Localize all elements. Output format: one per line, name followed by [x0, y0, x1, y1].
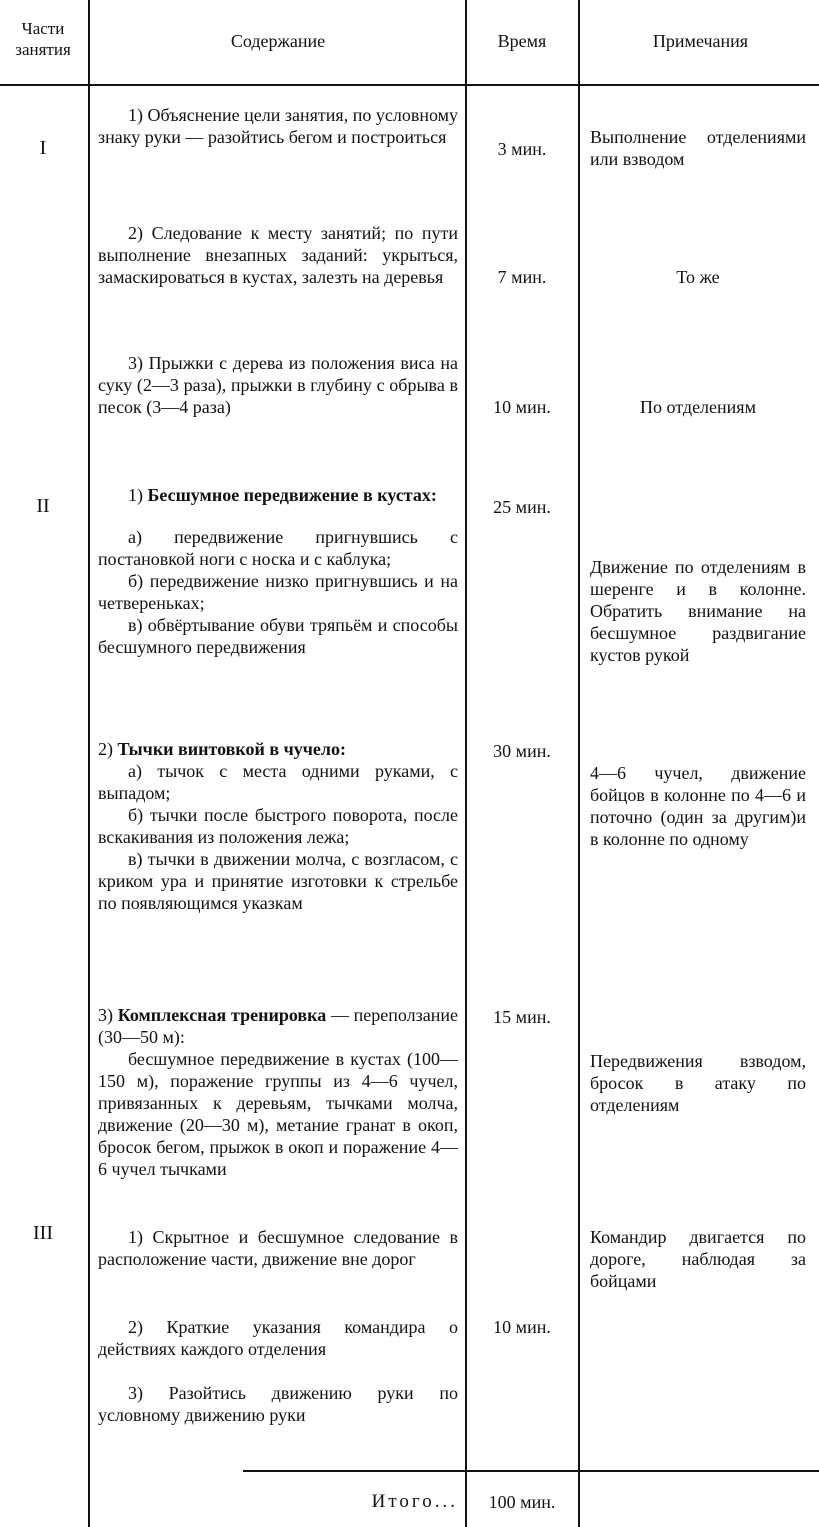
content-r1	[98, 104, 458, 148]
item-rest: — переползание (30—50 м):	[98, 1005, 459, 1047]
sub-item-c: в) тычки в движении молча, с возгласом, с криком ура и принятие изготовки к стрельбе по появляющимся указкам	[98, 849, 458, 913]
time-r1: 3 мин.	[497, 139, 547, 159]
note-text: Выполнение отделениями или взводом	[590, 127, 806, 169]
content-r9	[98, 1382, 458, 1426]
part-number-1: I	[39, 137, 47, 159]
time-r3: 10 мин.	[493, 397, 551, 417]
content-text: 1) Скрытное и бесшумное следование в расположение части, движение вне дорог	[98, 1227, 458, 1269]
sub-item-c: в) обвёртывание обуви тряпьём и способы бесшумного передвижения	[98, 615, 458, 657]
item-title: Бесшумное передвижение в кустах:	[147, 485, 437, 505]
note-text: Движение по отделениям в шеренге и в колонне. Обратить внимание на бесшумное раздвигание кустов рукой	[590, 557, 806, 665]
content-heading	[98, 738, 458, 760]
content-heading	[98, 484, 458, 506]
time-r5: 30 мин.	[493, 741, 551, 761]
time-r4: 25 мин.	[493, 497, 551, 517]
note-r3: По отделениям	[640, 397, 756, 417]
sub-item-b: б) тычки после быстрого поворота, после вскакивания из положения лежа;	[98, 805, 458, 847]
time-r8: 10 мин.	[493, 1317, 551, 1337]
content-text: 2) Краткие указания командира о действиях каждого отделения	[98, 1317, 458, 1359]
content-heading	[98, 1004, 458, 1048]
total-label: Итого...	[371, 1491, 458, 1512]
total-time: 100 мин.	[488, 1492, 556, 1512]
column-divider-2	[465, 0, 467, 1527]
note-text: Командир двигается по дороге, наблюдая за бойцами	[590, 1227, 806, 1291]
header-parts: Части занятия	[15, 19, 71, 59]
content-r5	[98, 738, 458, 914]
sub-item-a: а) тычок с места одними руками, с выпадом;	[98, 761, 458, 803]
part-number-2: II	[36, 495, 50, 517]
item-title: Комплексная тренировка	[117, 1005, 327, 1025]
item-title: Тычки винтовкой в чучело:	[117, 739, 347, 759]
note-text: 4—6 чучел, движение бойцов в колонне по 4—6 и поточно (один за другим)и в колонне по одному	[590, 763, 806, 849]
content-text: 1) Объяснение цели занятия, по условному знаку руки — разойтись бегом и построиться	[98, 105, 458, 147]
content-text: 2) Следование к месту занятий; по пути выполнение внезапных заданий: укрыться, замаскироваться в кустах, залезть на деревья	[98, 223, 458, 287]
item-number: 2)	[98, 739, 113, 759]
item-number: 1)	[128, 485, 143, 505]
time-r2: 7 мин.	[497, 267, 547, 287]
header-rule	[0, 84, 819, 86]
note-r6	[590, 1050, 806, 1116]
sub-item-body: бесшумное передвижение в кустах (100—150 м), поражение группы из 4—6 чучел, привязанных к деревьям, тычками молча, движение (20—30 м), метание гранат в окоп, бросок бегом, прыжок в окоп и поражение 4—6 чучел тычками	[98, 1049, 458, 1179]
note-r2: То же	[676, 267, 720, 287]
content-r6	[98, 1004, 458, 1180]
item-number: 3)	[98, 1005, 113, 1025]
content-r2	[98, 222, 458, 288]
note-r7	[590, 1226, 806, 1292]
content-text: 3) Разойтись движению руки по условному движению руки	[98, 1383, 458, 1425]
part-number-3: III	[33, 1222, 53, 1244]
header-notes: Примечания	[652, 31, 749, 51]
note-r5	[590, 762, 806, 850]
sub-item-b: б) передвижение низко пригнувшись и на четвереньках;	[98, 571, 458, 613]
header-content: Содержание	[230, 31, 326, 51]
content-text: 3) Прыжки с дерева из положения виса на суку (2—3 раза), прыжки в глубину с обрыва в песок (3—4 раза)	[98, 353, 458, 417]
content-r8	[98, 1316, 458, 1360]
content-r4	[98, 484, 458, 658]
note-r4	[590, 556, 806, 666]
note-text: Передвижения взводом, бросок в атаку по отделениям	[590, 1051, 806, 1115]
content-r7	[98, 1226, 458, 1270]
column-divider-1	[88, 0, 90, 1527]
column-divider-3	[578, 0, 580, 1527]
total-rule	[243, 1470, 819, 1472]
content-r3	[98, 352, 458, 418]
time-r6: 15 мин.	[493, 1007, 551, 1027]
header-time: Время	[497, 31, 547, 51]
note-r1	[590, 126, 806, 170]
sub-item-a: а) передвижение пригнувшись с постановкой ноги с носка и с каблука;	[98, 527, 458, 569]
